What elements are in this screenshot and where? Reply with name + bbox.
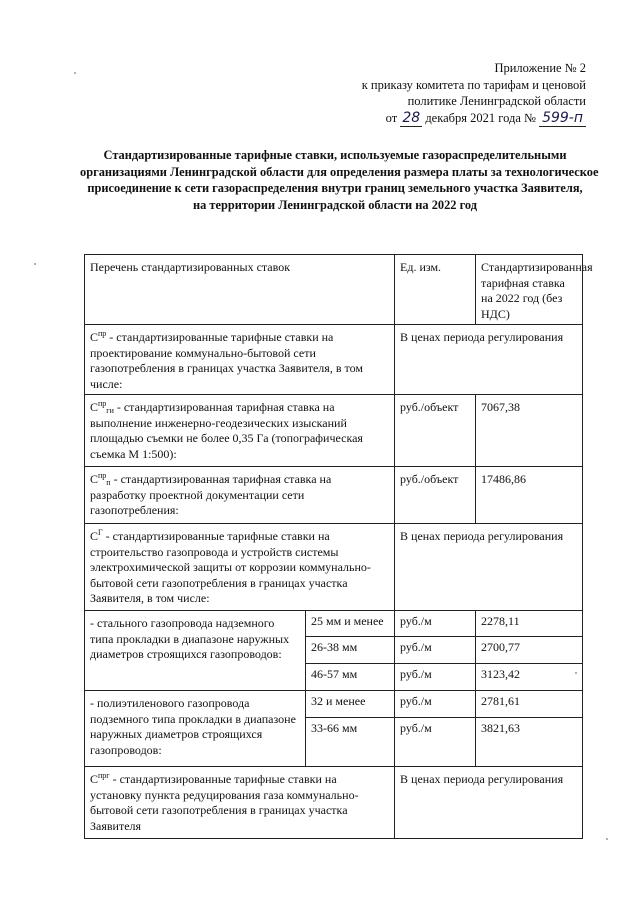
appendix-title: Приложение № 2 xyxy=(494,61,586,75)
poly-value: 3821,63 xyxy=(476,718,583,767)
poly-unit: руб./м xyxy=(395,718,476,767)
steel-unit: руб./м xyxy=(395,611,476,637)
poly-size: 32 и менее xyxy=(306,691,395,718)
scan-speck xyxy=(34,263,36,265)
row-survey-unit: руб./объект xyxy=(395,395,476,467)
row-construction-desc: $C^Г$ - стандартизированные тарифные ставки на строительство газопровода и устройств системы электрохимической защиты от коррозии коммунально-бытовой сети газопотребления в границах участка Заявителя, в том числе: xyxy=(85,524,395,611)
row-project-value: 17486,86 xyxy=(476,467,583,524)
table-row xyxy=(85,467,583,524)
table-row xyxy=(85,325,583,395)
row-design-note: В ценах периода регулирования xyxy=(395,325,583,395)
scan-speck xyxy=(575,672,577,674)
header-list: Перечень стандартизированных ставок xyxy=(85,255,395,325)
steel-unit: руб./м xyxy=(395,664,476,691)
table-row xyxy=(85,524,583,611)
title-line-2: организациями Ленинградской области для определения размера платы за технологическое xyxy=(80,164,599,179)
table-header-row xyxy=(85,255,583,325)
title-line-1: Стандартизированные тарифные ставки, используемые газораспределительными xyxy=(103,148,567,162)
rates-table xyxy=(84,254,593,839)
row-construction-note: В ценах периода регулирования xyxy=(395,524,583,611)
scan-speck xyxy=(606,838,608,840)
appendix-date-line xyxy=(316,110,586,128)
steel-pipe-desc: - стального газопровода надземного типа прокладки в диапазоне наружных диаметров строящихся газопроводов: xyxy=(85,611,306,691)
title-line-3: присоединение к сети газораспределения внутри границ земельного участка Заявителя, xyxy=(87,181,583,195)
title-line-4: на территории Ленинградской области на 2022 год xyxy=(192,197,478,212)
header-rate: Стандартизированная тарифная ставка на 2022 год (без НДС) xyxy=(476,255,583,325)
document-title xyxy=(80,147,599,213)
appendix-order-line: к приказу комитета по тарифам и ценовой xyxy=(361,77,586,92)
scan-speck xyxy=(74,72,76,74)
poly-pipe-desc: - полиэтиленового газопровода подземного типа прокладки в диапазоне наружных диаметров строящихся газопроводов: xyxy=(85,691,306,767)
steel-size: 46-57 мм xyxy=(306,664,395,691)
appendix-header xyxy=(316,60,586,127)
row-project-desc: $C^{пр}_п$ - стандартизированная тарифная ставка на разработку проектной документации сети газопотребления: xyxy=(85,467,395,524)
poly-value: 2781,61 xyxy=(476,691,583,718)
steel-size: 25 мм и менее xyxy=(306,611,395,637)
date-middle: декабря 2021 года № xyxy=(425,110,536,125)
steel-size: 26-38 мм xyxy=(306,637,395,664)
row-survey-value: 7067,38 xyxy=(476,395,583,467)
date-prefix: от xyxy=(385,110,398,125)
steel-value: 3123,42 xyxy=(476,664,583,691)
handwritten-order-number: 599-п xyxy=(539,110,586,128)
table-row xyxy=(85,691,583,718)
table-row xyxy=(85,611,583,637)
row-reduction-note: В ценах периода регулирования xyxy=(395,767,583,839)
row-survey-desc: $C^{пр}_{ги}$ - стандартизированная тарифная ставка на выполнение инженерно-геодезических изысканий площадью съемки не более 0,35 Га (топографическая съемка М 1:500): xyxy=(85,395,395,467)
steel-value: 2700,77 xyxy=(476,637,583,664)
header-unit: Ед. изм. xyxy=(395,255,476,325)
table-row xyxy=(85,395,583,467)
appendix-committee-line: политике Ленинградской области xyxy=(407,94,586,108)
poly-unit: руб./м xyxy=(395,691,476,718)
row-design-desc: $C^{пр}$ - стандартизированные тарифные ставки на проектирование коммунально-бытовой сети газопотребления в границах участка Заявителя, в том числе: xyxy=(85,325,395,395)
handwritten-day: 28 xyxy=(402,109,421,126)
row-reduction-desc: $C^{прг}$ - стандартизированные тарифные ставки на установку пункта редуцирования газа коммунально-бытовой сети газопотребления в границах участка Заявителя xyxy=(85,767,395,839)
row-project-unit: руб./объект xyxy=(395,467,476,524)
steel-unit: руб./м xyxy=(395,637,476,664)
poly-size: 33-66 мм xyxy=(306,718,395,767)
steel-value: 2278,11 xyxy=(476,611,583,637)
table-row xyxy=(85,767,583,839)
